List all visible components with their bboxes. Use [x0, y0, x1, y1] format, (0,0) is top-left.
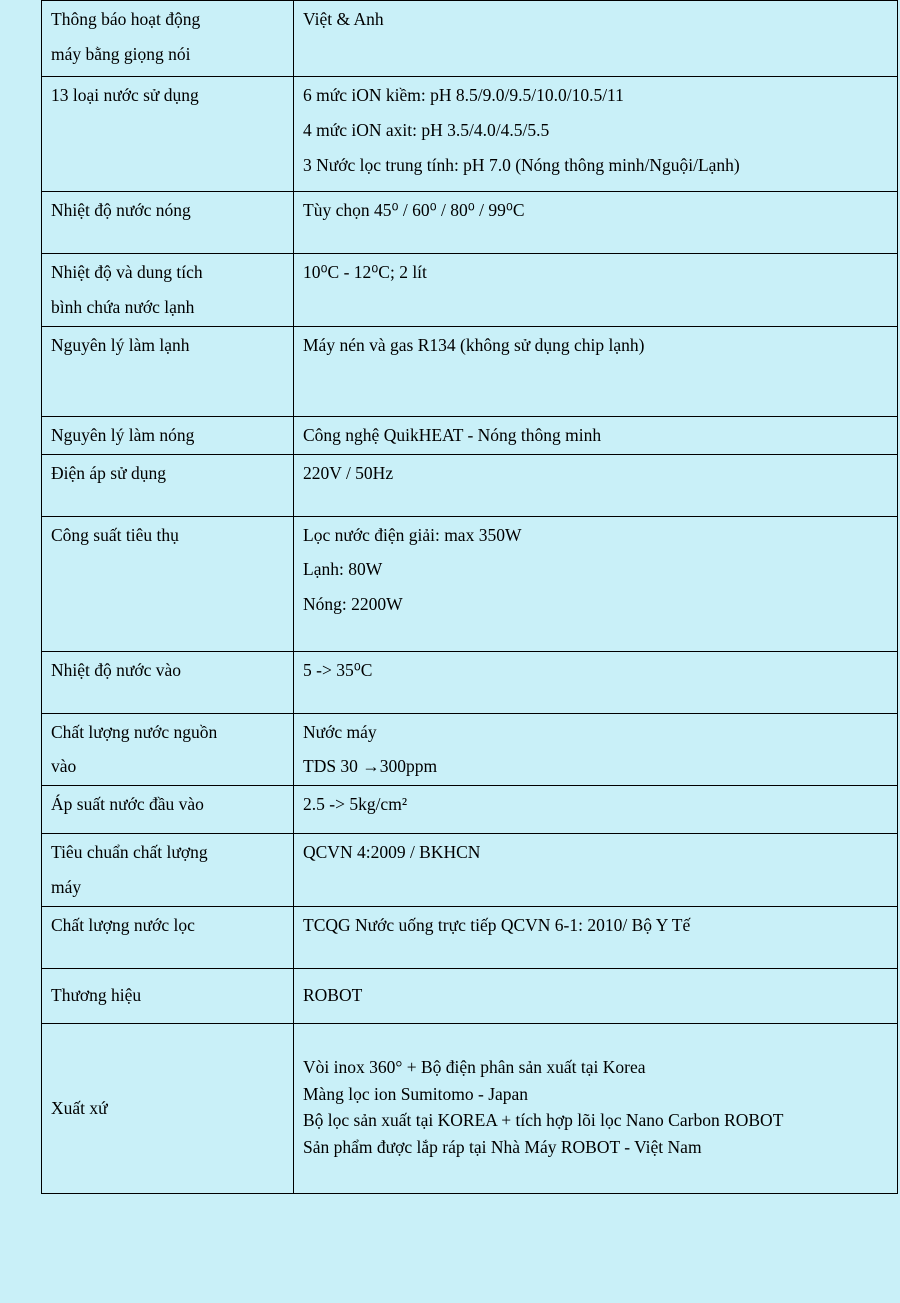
- row-value-voltage: [294, 454, 898, 516]
- row-value-heating-principle: [294, 416, 898, 454]
- row-label-water-types: [42, 77, 294, 192]
- cell-lines: [303, 1055, 889, 1160]
- value-line: ROBOT: [303, 985, 363, 1006]
- cell-lines: [303, 260, 889, 285]
- row-value-origin: [294, 1023, 898, 1193]
- cell-lines: [51, 792, 285, 817]
- value-line: Bộ lọc sản xuất tại KOREA + tích hợp lõi lọc Nano Carbon ROBOT: [303, 1110, 784, 1131]
- table-body: [42, 1, 898, 1194]
- value-line: 5 -> 35⁰C: [303, 659, 373, 680]
- label-line: Tiêu chuẩn chất lượng: [51, 842, 208, 863]
- value-line: Lạnh: 80W: [303, 559, 383, 580]
- value-line: Nước máy: [303, 721, 377, 742]
- row-value-inlet-pressure: [294, 786, 898, 834]
- value-line: 2.5 -> 5kg/cm²: [303, 794, 408, 815]
- label-line: Thương hiệu: [51, 985, 142, 1006]
- row-value-voice-notification: [294, 1, 898, 77]
- table-row: [42, 834, 898, 907]
- cell-lines: [303, 913, 889, 938]
- cell-lines: [303, 523, 889, 618]
- label-line: Chất lượng nước lọc: [51, 914, 195, 935]
- cell-lines: [303, 792, 889, 817]
- value-line: 4 mức iON axit: pH 3.5/4.0/4.5/5.5: [303, 119, 550, 140]
- cell-lines: [303, 83, 889, 178]
- row-label-inlet-pressure: [42, 786, 294, 834]
- label-line: Xuất xứ: [51, 1097, 108, 1118]
- label-line: máy: [51, 877, 82, 898]
- row-value-filtered-water-quality: [294, 906, 898, 968]
- row-label-source-water-quality: [42, 713, 294, 786]
- label-line: vào: [51, 756, 77, 777]
- value-line: 6 mức iON kiềm: pH 8.5/9.0/9.5/10.0/10.5/11: [303, 85, 624, 105]
- value-line: Công nghệ QuikHEAT - Nóng thông minh: [303, 424, 602, 445]
- value-line: Việt & Anh: [303, 9, 384, 29]
- row-label-voltage: [42, 454, 294, 516]
- row-value-inlet-water-temp: [294, 651, 898, 713]
- cell-lines: [303, 7, 889, 32]
- row-value-water-types: [294, 77, 898, 192]
- label-line: Áp suất nước đầu vào: [51, 794, 204, 815]
- row-label-origin: [42, 1023, 294, 1193]
- value-line: Sản phẩm được lắp ráp tại Nhà Máy ROBOT - Việt Nam: [303, 1137, 702, 1158]
- table-row: [42, 192, 898, 254]
- cell-lines: [303, 198, 889, 223]
- value-line: Tùy chọn 45⁰ / 60⁰ / 80⁰ / 99⁰C: [303, 200, 525, 220]
- cell-lines: [51, 720, 285, 780]
- row-label-heating-principle: [42, 416, 294, 454]
- cell-lines: [51, 423, 285, 448]
- cell-lines: [303, 658, 889, 683]
- value-line: QCVN 4:2009 / BKHCN: [303, 842, 481, 863]
- table-row: [42, 516, 898, 651]
- row-label-cold-tank: [42, 254, 294, 327]
- label-line: Công suất tiêu thụ: [51, 524, 179, 545]
- table-row: [42, 713, 898, 786]
- cell-lines: [303, 840, 889, 865]
- table-row: [42, 326, 898, 416]
- table-row: [42, 454, 898, 516]
- label-line: Điện áp sử dụng: [51, 462, 166, 483]
- table-row: [42, 416, 898, 454]
- label-line: Nhiệt độ và dung tích: [51, 262, 203, 282]
- value-line: Máy nén và gas R134 (không sử dụng chip lạnh): [303, 334, 645, 355]
- label-line: bình chứa nước lạnh: [51, 296, 195, 317]
- label-line: Thông báo hoạt động: [51, 9, 201, 29]
- row-label-machine-standard: [42, 834, 294, 907]
- row-label-inlet-water-temp: [42, 651, 294, 713]
- cell-lines: [51, 260, 285, 320]
- cell-lines: [51, 913, 285, 938]
- cell-lines: [51, 7, 285, 67]
- row-label-voice-notification: [42, 1, 294, 77]
- cell-lines: [51, 523, 285, 548]
- label-line: Nhiệt độ nước nóng: [51, 200, 191, 220]
- row-value-hot-water-temp: [294, 192, 898, 254]
- value-line: Nóng: 2200W: [303, 594, 403, 615]
- cell-lines: [51, 198, 285, 223]
- cell-lines: [51, 658, 285, 683]
- label-line: máy bằng giọng nói: [51, 43, 191, 64]
- table-row: [42, 254, 898, 327]
- specifications-table: [41, 0, 898, 1194]
- table-row: [42, 786, 898, 834]
- table-row: [42, 1023, 898, 1193]
- row-label-power-consumption: [42, 516, 294, 651]
- row-label-brand: [42, 968, 294, 1023]
- label-line: 13 loại nước sử dụng: [51, 85, 199, 105]
- page-bottom-margin: [0, 1243, 900, 1303]
- label-line: Nguyên lý làm nóng: [51, 424, 195, 445]
- cell-lines: [303, 333, 889, 358]
- value-line: Lọc nước điện giải: max 350W: [303, 524, 522, 545]
- row-value-cold-tank: [294, 254, 898, 327]
- cell-lines: [51, 983, 285, 1008]
- cell-lines: [51, 840, 285, 900]
- row-value-machine-standard: [294, 834, 898, 907]
- cell-lines: [303, 423, 889, 448]
- table-row: [42, 651, 898, 713]
- table-row: [42, 906, 898, 968]
- cell-lines: [51, 461, 285, 486]
- value-line: 10⁰C - 12⁰C; 2 lít: [303, 262, 427, 282]
- row-value-source-water-quality: [294, 713, 898, 786]
- label-line: Chất lượng nước nguồn: [51, 721, 218, 742]
- table-row: [42, 1, 898, 77]
- cell-lines: [51, 1096, 285, 1121]
- table-row: [42, 968, 898, 1023]
- row-value-power-consumption: [294, 516, 898, 651]
- row-label-filtered-water-quality: [42, 906, 294, 968]
- value-line: TCQG Nước uống trực tiếp QCVN 6-1: 2010/ Bộ Y Tế: [303, 914, 691, 935]
- row-label-hot-water-temp: [42, 192, 294, 254]
- row-value-brand: [294, 968, 898, 1023]
- value-line: 220V / 50Hz: [303, 462, 394, 483]
- table-row: [42, 77, 898, 192]
- label-line: Nhiệt độ nước vào: [51, 659, 182, 680]
- value-line: 3 Nước lọc trung tính: pH 7.0 (Nóng thông minh/Nguội/Lạnh): [303, 154, 740, 175]
- value-line: TDS 30 →300ppm: [303, 756, 438, 777]
- row-value-cooling-principle: [294, 326, 898, 416]
- label-line: Nguyên lý làm lạnh: [51, 334, 190, 355]
- value-line: Màng lọc ion Sumitomo - Japan: [303, 1083, 529, 1104]
- row-label-cooling-principle: [42, 326, 294, 416]
- cell-lines: [303, 720, 889, 780]
- cell-lines: [51, 83, 285, 108]
- value-line: Vòi inox 360° + Bộ điện phân sản xuất tại Korea: [303, 1056, 646, 1077]
- cell-lines: [303, 983, 889, 1008]
- cell-lines: [303, 461, 889, 486]
- cell-lines: [51, 333, 285, 358]
